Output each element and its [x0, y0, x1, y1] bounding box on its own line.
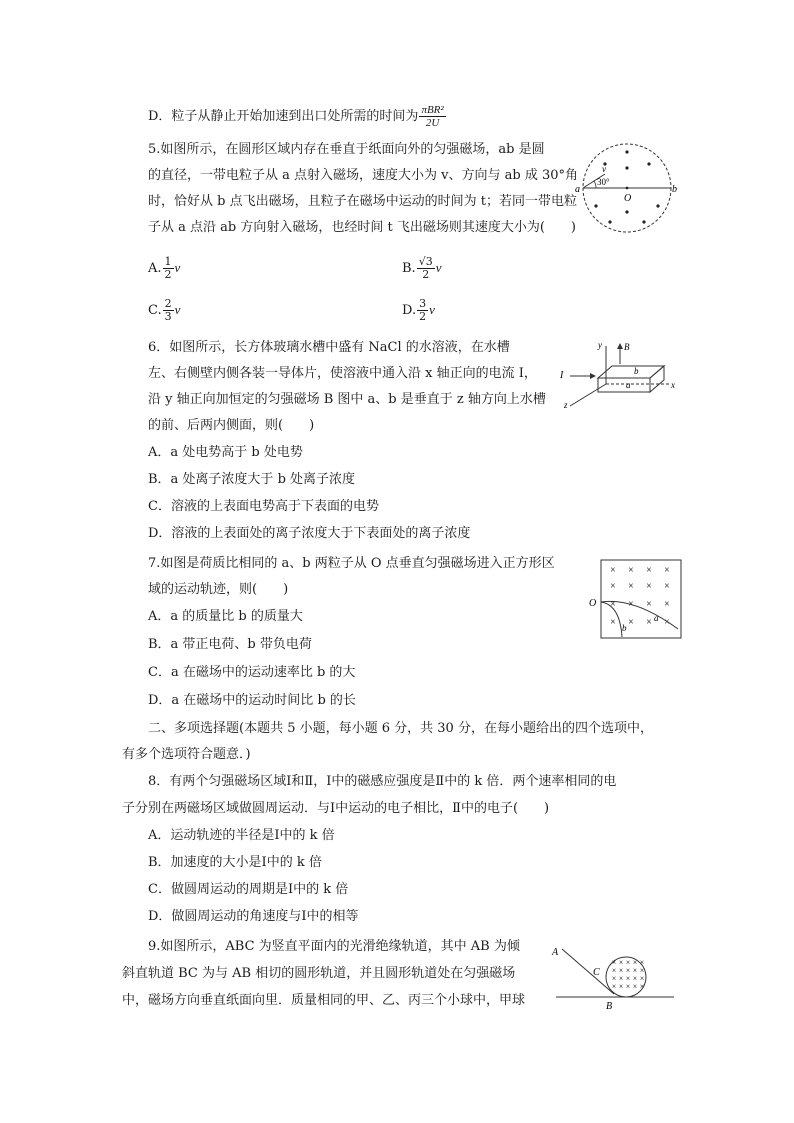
q8-option-c: C．做圆周运动的周期是Ⅰ中的 k 倍 — [148, 882, 349, 897]
q6-option-b: B．a 处离子浓度大于 b 处离子浓度 — [148, 472, 356, 487]
option-letter: B. — [402, 261, 416, 276]
q6-figure-trough — [550, 338, 680, 414]
fraction-numerator: 3 — [419, 297, 427, 310]
q7-stem-line-2: 域的运动轨迹，则( ) — [148, 582, 289, 597]
field-cross: × — [632, 958, 638, 967]
option-fraction — [417, 298, 428, 323]
label-a: a — [626, 380, 631, 390]
trough-top-face — [598, 366, 664, 378]
option-letter: A. — [148, 261, 162, 276]
cross-marks — [612, 958, 645, 991]
q9-stem-line-3: 中，磁场方向垂直纸面向里．质量相同的甲、乙、丙三个小球中，甲球 — [122, 993, 526, 1008]
q8-stem-line-1: 8．有两个匀强磁场区域Ⅰ和Ⅱ，Ⅰ中的磁感应强度是Ⅱ中的 k 倍．两个速率相同的电 — [148, 774, 617, 789]
q6-option-c: C．溶液的上表面电势高于下表面的电势 — [148, 499, 379, 514]
field-cross: × — [664, 599, 670, 610]
q8-stem-line-2: 子分别在两磁场区域做圆周运动．与Ⅰ中运动的电子相比，Ⅱ中的电子( ) — [122, 801, 550, 816]
option-fraction — [163, 298, 174, 323]
q5-option-d — [402, 298, 435, 323]
fraction-denominator: 2 — [164, 268, 172, 281]
label-x: x — [671, 380, 675, 390]
q6-stem-line-4: 的前、后两内侧面，则( ) — [148, 418, 315, 433]
field-dot — [625, 166, 628, 169]
option-letter: C. — [148, 303, 162, 318]
field-dot — [608, 220, 611, 223]
q5-option-c — [148, 298, 180, 323]
q5-option-b — [402, 256, 441, 281]
q5-stem-line-2: 的直径，一带电粒子从 a 点射入磁场，速度大小为 v、方向与 ab 成 30°角 — [148, 168, 579, 183]
field-cross: × — [639, 974, 645, 983]
current-arrowhead — [590, 373, 596, 379]
q9-stem-line-1: 9.如图所示，ABC 为竖直平面内的光滑绝缘轨道，其中 AB 为倾 — [148, 939, 520, 954]
field-dot — [594, 204, 597, 207]
section-2-line-1: 二、多项选择题(本题共 5 小题，每小题 6 分，共 30 分，在每小题给出的四个选项中， — [148, 721, 653, 736]
field-cross: × — [618, 966, 624, 975]
q9-stem-line-2: 斜直轨道 BC 为与 AB 相切的圆形轨道，并且圆形轨道处在匀强磁场 — [122, 966, 516, 981]
label-a: a — [575, 184, 580, 195]
option-suffix: v — [174, 260, 181, 275]
field-cross: × — [632, 974, 638, 983]
label-b: b — [622, 623, 627, 633]
q7-figure-square-field — [586, 557, 686, 641]
field-dot — [642, 220, 645, 223]
field-cross: × — [625, 966, 631, 975]
center-point-o — [626, 187, 629, 190]
field-cross: × — [610, 565, 616, 576]
label-v: v — [602, 164, 606, 174]
field-cross: × — [628, 617, 634, 628]
q6-stem-line-3: 沿 y 轴正向加恒定的匀强磁场 B 图中 a、b 是垂直于 z 轴方向上水槽 — [148, 392, 546, 407]
fraction-numerator: 1 — [164, 255, 172, 268]
q6-option-a: A．a 处电势高于 b 处电势 — [148, 445, 303, 460]
field-cross: × — [646, 617, 652, 628]
label-o: O — [589, 598, 597, 609]
q9-figure-track — [548, 935, 678, 1015]
label-a: a — [654, 613, 659, 623]
fraction-denominator: 2U — [425, 117, 440, 129]
label-I: I — [560, 370, 564, 381]
field-cross: × — [611, 958, 617, 967]
b-field-arrowhead — [617, 343, 623, 349]
option-suffix: v — [435, 260, 442, 275]
q8-option-d: D．做圆周运动的角速度与Ⅰ中的相等 — [148, 909, 359, 924]
field-cross: × — [639, 982, 645, 991]
field-cross: × — [625, 958, 631, 967]
q4-option-d-fraction — [419, 104, 445, 129]
trough-side-face — [650, 366, 664, 392]
section-2-line-2: 有多个选项符合题意．) — [122, 747, 251, 762]
field-cross: × — [610, 617, 616, 628]
label-A: A — [552, 947, 559, 958]
field-cross: × — [639, 958, 645, 967]
field-dot — [656, 204, 659, 207]
field-cross: × — [618, 982, 624, 991]
label-b: b — [634, 366, 639, 376]
field-cross: × — [628, 599, 634, 610]
fraction-numerator: 2 — [164, 297, 172, 310]
q4-option-d-text: D．粒子从静止开始加速到出口处所需的时间为 — [148, 109, 419, 124]
field-cross: × — [632, 966, 638, 975]
field-cross: × — [618, 958, 624, 967]
field-dot — [647, 162, 650, 165]
field-cross: × — [646, 599, 652, 610]
field-cross: × — [625, 974, 631, 983]
label-C: C — [593, 967, 600, 978]
field-cross: × — [628, 565, 634, 576]
field-cross: × — [625, 982, 631, 991]
field-cross: × — [611, 982, 617, 991]
q5-option-a — [148, 256, 180, 281]
label-B: B — [624, 342, 630, 352]
label-y: y — [598, 340, 602, 350]
label-o: O — [624, 193, 632, 204]
q5-stem-line-3: 时，恰好从 b 点飞出磁场，且粒子在磁场中运动的时间为 t；若同一带电粒 — [148, 194, 577, 209]
field-cross: × — [610, 599, 616, 610]
incline-ab — [562, 949, 614, 994]
q6-option-d: D．溶液的上表面处的离子浓度大于下表面处的离子浓度 — [148, 526, 471, 541]
q7-option-b: B．a 带正电荷、b 带负电荷 — [148, 637, 312, 652]
q5-stem-line-4: 子从 a 点沿 ab 方向射入磁场，也经时间 t 飞出磁场则其速度大小为( ) — [148, 220, 576, 235]
q5-stem-line-1: 5.如图所示，在圆形区域内存在垂直于纸面向外的匀强磁场，ab 是圆 — [148, 142, 545, 157]
label-B: B — [606, 1001, 613, 1012]
field-cross: × — [646, 565, 652, 576]
angle-arc — [594, 181, 596, 188]
option-suffix: v — [174, 302, 181, 317]
q7-option-c: C．a 在磁场中的运动速率比 b 的大 — [148, 665, 356, 680]
z-axis — [570, 384, 606, 406]
option-letter: D. — [402, 303, 417, 318]
q4-option-d — [148, 104, 447, 129]
field-cross: × — [611, 966, 617, 975]
label-angle: 30° — [597, 177, 610, 187]
q6-stem-line-1: 6．如图所示，长方体玻璃水槽中盛有 NaCl 的水溶液，在水槽 — [148, 340, 510, 355]
field-cross: × — [639, 966, 645, 975]
fraction-denominator: 3 — [164, 310, 172, 323]
field-cross: × — [646, 581, 652, 592]
q8-option-b: B．加速度的大小是Ⅰ中的 k 倍 — [148, 855, 322, 870]
q6-stem-line-2: 左、右侧壁内侧各装一导体片，使溶液中通入沿 x 轴正向的电流 I， — [148, 366, 537, 381]
field-cross: × — [618, 974, 624, 983]
option-fraction — [417, 256, 435, 281]
label-b: b — [672, 184, 677, 195]
field-cross: × — [664, 617, 670, 628]
q7-option-d: D．a 在磁场中的运动时间比 b 的长 — [148, 693, 356, 708]
option-fraction — [163, 256, 174, 281]
field-cross: × — [664, 565, 670, 576]
field-cross: × — [628, 581, 634, 592]
label-z: z — [564, 400, 568, 410]
q5-figure-circle-field — [572, 140, 682, 240]
q7-stem-line-1: 7.如图是荷质比相同的 a、b 两粒子从 O 点垂直匀强磁场进入正方形区 — [148, 556, 555, 571]
field-dot — [625, 150, 628, 153]
field-dot — [625, 210, 628, 213]
field-cross: × — [610, 581, 616, 592]
fraction-denominator: 2 — [422, 268, 430, 281]
field-cross: × — [632, 982, 638, 991]
q7-option-a: A．a 的质量比 b 的质量大 — [148, 609, 303, 624]
fraction-denominator: 2 — [419, 310, 427, 323]
field-cross: × — [611, 974, 617, 983]
fraction-numerator: πBR² — [421, 104, 444, 116]
field-cross: × — [664, 581, 670, 592]
q8-option-a: A．运动轨迹的半径是Ⅰ中的 k 倍 — [148, 828, 335, 843]
option-suffix: v — [429, 302, 435, 317]
fraction-numerator: √3 — [418, 255, 433, 268]
